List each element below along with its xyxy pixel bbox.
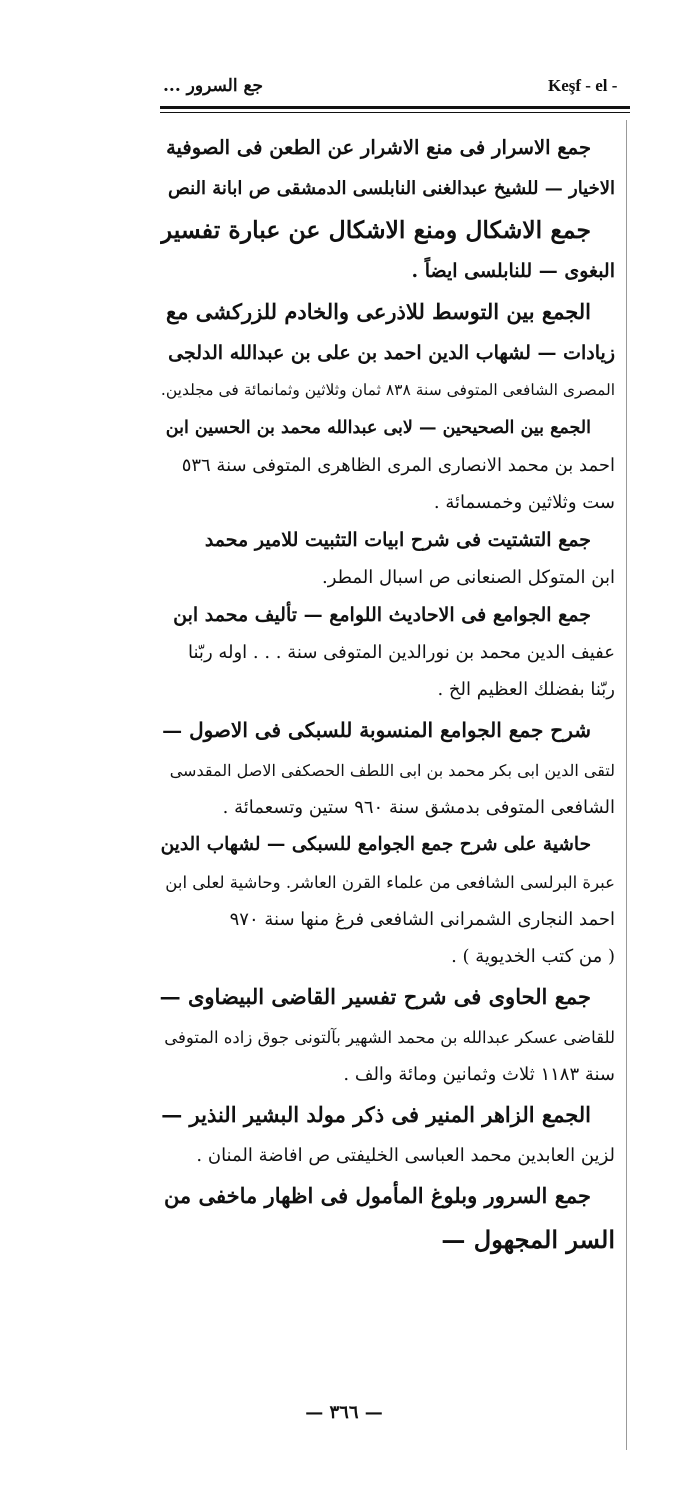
running-head-arabic: جع السرور ... bbox=[163, 76, 264, 96]
text-line: البغوى — للنابلسى ايضاً . bbox=[411, 260, 615, 282]
text-line: ست وثلاثين وخمسمائة . bbox=[433, 492, 615, 513]
text-line: زيادات — لشهاب الدين احمد بن على بن عبدالله الدلجى bbox=[168, 342, 615, 364]
text-line: الشافعى المتوفى بدمشق سنة ٩٦٠ ستين وتسعمائة . bbox=[222, 797, 615, 818]
text-line: الاخيار — للشيخ عبدالغنى النابلسى الدمشقى ص ابانة النص bbox=[168, 178, 615, 199]
text-line: الجمع الزاهر المنير فى ذكر مولد البشير النذير — bbox=[161, 1102, 591, 1127]
text-line: الجمع بين الصحيحين — لابى عبدالله محمد بن الحسين ابن bbox=[165, 418, 591, 438]
text-line: جمع الاسرار فى منع الاشرار عن الطعن فى الصوفية bbox=[166, 136, 591, 159]
header-rule-thin bbox=[160, 112, 630, 113]
text-line: احمد بن محمد الانصارى المرى الظاهرى المتوفى سنة ٥٣٦ bbox=[181, 455, 615, 476]
text-line: ( من كتب الخديوية ) . bbox=[451, 946, 615, 967]
text-line: سنة ١١٨٣ ثلاث وثمانين ومائة والف . bbox=[343, 1064, 615, 1085]
page-edge-rule bbox=[626, 120, 627, 1450]
text-line: جمع التشتيت فى شرح ابيات التثبيت للامير محمد bbox=[204, 529, 591, 551]
text-line: جمع السرور وبلوغ المأمول فى اظهار ماخفى من bbox=[163, 1183, 591, 1208]
text-line: شرح جمع الجوامع المنسوبة للسبكى فى الاصول — bbox=[162, 718, 591, 742]
text-line: ابن المتوكل الصنعانى ص اسبال المطر. bbox=[321, 567, 615, 588]
body-text bbox=[160, 126, 615, 1262]
header-rule-thick bbox=[160, 106, 630, 109]
text-line: جمع الجوامع فى الاحاديث اللوامع — تأليف محمد ابن bbox=[173, 604, 591, 626]
text-line: احمد النجارى الشمرانى الشافعى فرغ منها سنة ٩٧٠ bbox=[229, 909, 615, 930]
text-line: لزين العابدين محمد العباسى الخليفتى ص افاضة المنان . bbox=[196, 1145, 615, 1166]
text-line: لتقى الدين ابى بكر محمد بن ابى اللطف الحصكفى الاصل المقدسى bbox=[169, 761, 615, 780]
text-line: عبرة البرلسى الشافعى من علماء القرن العاشر. وحاشية لعلى ابن bbox=[165, 873, 615, 892]
text-line: المصرى الشافعى المتوفى سنة ٨٣٨ ثمان وثلاثين وثمانمائة فى مجلدين. bbox=[160, 381, 615, 399]
text-line: جمع الحاوى فى شرح تفسير القاضى البيضاوى — bbox=[160, 984, 591, 1009]
text-line: حاشية على شرح جمع الجوامع للسبكى — لشهاب الدين bbox=[160, 834, 591, 855]
text-line: ربّنا بفضلك العظيم الخ . bbox=[437, 679, 615, 700]
page-number: — ٣٦٦ — bbox=[305, 1402, 383, 1423]
running-head-latin: Keşf - el - bbox=[548, 76, 618, 95]
text-line: الجمع بين التوسط للاذرعى والخادم للزركشى مع bbox=[166, 299, 591, 324]
text-line: السر المجهول — bbox=[441, 1225, 615, 1254]
text-line: للقاضى عسكر عبدالله بن محمد الشهير بآلتونى جوق زاده المتوفى bbox=[164, 1028, 615, 1047]
text-line: جمع الاشكال ومنع الاشكال عن عبارة تفسير bbox=[160, 216, 591, 244]
text-line: عفيف الدين محمد بن نورالدين المتوفى سنة . . . اوله ربّنا bbox=[188, 642, 615, 663]
